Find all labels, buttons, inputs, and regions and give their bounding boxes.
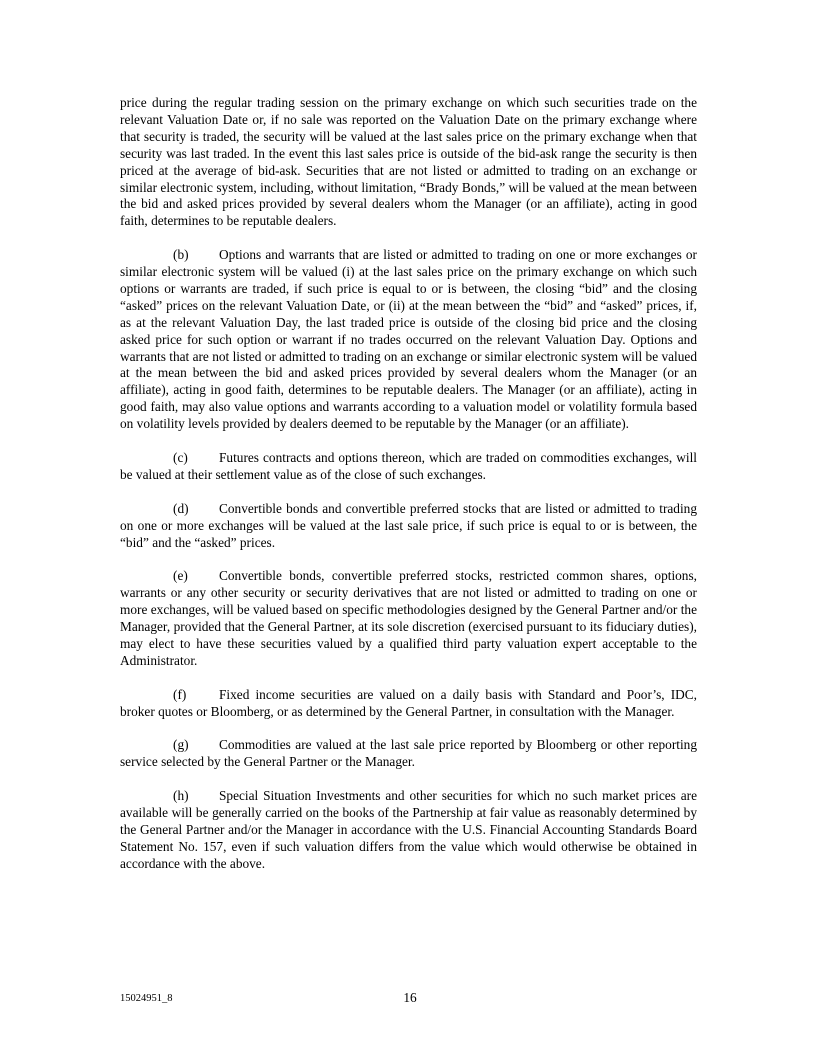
- item-text: Convertible bonds, convertible preferred stocks, restricted common shares, options, warrants or any other security or security derivatives that are not listed or admitted to trading on one or more exchanges, will be valued based on specific methodologies designed by the General Partner and/or the Manager, provided that the General Partner, at its sole discretion (exercised pursuant to its fiduciary duties), may elect to have these securities valued by a qualified third party valuation expert acceptable to the Administrator.: [120, 568, 697, 668]
- paragraph-h: [120, 788, 697, 873]
- item-label: (b): [173, 247, 189, 263]
- item-label: (f): [173, 686, 187, 702]
- item-text: Fixed income securities are valued on a daily basis with Standard and Poor’s, IDC, broker quotes or Bloomberg, or as determined by the General Partner, in consultation with the Manager.: [120, 686, 697, 719]
- item-label: (d): [173, 500, 189, 516]
- item-text: Options and warrants that are listed or admitted to trading on one or more exchanges or similar electronic system will be valued (i) at the last sales price on the primary exchange on which such options or warrants are traded, if such price is equal to or is between, the closing “bid” and the closing “asked” prices on the relevant Valuation Date, or (ii) at the mean between the “bid” and “asked” prices, if, as at the relevant Valuation Day, the last traded price is outside of the closing bid price and the closing asked price for such option or warrant if no trades occurred on the relevant Valuation Day. Options and warrants that are not listed or admitted to trading on an exchange or similar electronic system will be valued at the mean between the bid and asked prices provided by several dealers whom the Manager (or an affiliate), acting in good faith, determines to be reputable dealers. The Manager (or an affiliate), acting in good faith, may also value options and warrants according to a valuation model or volatility formula based on volatility levels provided by dealers deemed to be reputable by the Manager (or an affiliate).: [120, 247, 697, 432]
- item-text: Special Situation Investments and other securities for which no such market prices are available will be generally carried on the books of the Partnership at fair value as reasonably determined by the General Partner and/or the Manager in accordance with the U.S. Financial Accounting Standards Board Statement No. 157, even if such valuation differs from the value which would otherwise be obtained in accordance with the above.: [120, 788, 697, 871]
- paragraph-b: [120, 247, 697, 433]
- item-label: (c): [173, 450, 188, 465]
- page-number: 16: [403, 990, 417, 1005]
- paragraph-g: [120, 737, 697, 771]
- document-id: 15024951_8: [120, 993, 173, 1004]
- item-text: Convertible bonds and convertible preferred stocks that are listed or admitted to trading on one or more exchanges will be valued at the last sale price, if such price is equal to or is between, the “bid” and the “asked” prices.: [120, 500, 697, 550]
- item-label: (e): [173, 568, 188, 584]
- paragraph-f: [120, 687, 697, 721]
- paragraph-c: [120, 450, 697, 484]
- document-body: [120, 95, 697, 889]
- item-text: Commodities are valued at the last sale price reported by Bloomberg or other reporting service selected by the General Partner or the Manager.: [120, 737, 697, 770]
- item-label: (h): [173, 788, 189, 804]
- paragraph-d: [120, 501, 697, 552]
- item-label: (g): [173, 737, 189, 753]
- continuation-paragraph: price during the regular trading session on the primary exchange on which such securities trade on the relevant Valuation Date or, if no sale was reported on the Valuation Date on the primary exchange where that security is traded, the security will be valued at the last sales price on the primary exchange when that security was last traded. In the event this last sales price is outside of the bid-ask range the security is then priced at the average of bid-ask. Securities that are not listed or admitted to trading on an exchange or similar electronic system, including, without limitation, “Brady Bonds,” will be valued at the mean between the bid and asked prices provided by several dealers whom the Manager (or an affiliate), acting in good faith, determines to be reputable dealers.: [120, 95, 697, 229]
- paragraph-e: [120, 568, 697, 669]
- item-text: Futures contracts and options thereon, which are traded on commodities exchanges, will be valued at their settlement value as of the close of such exchanges.: [120, 450, 697, 482]
